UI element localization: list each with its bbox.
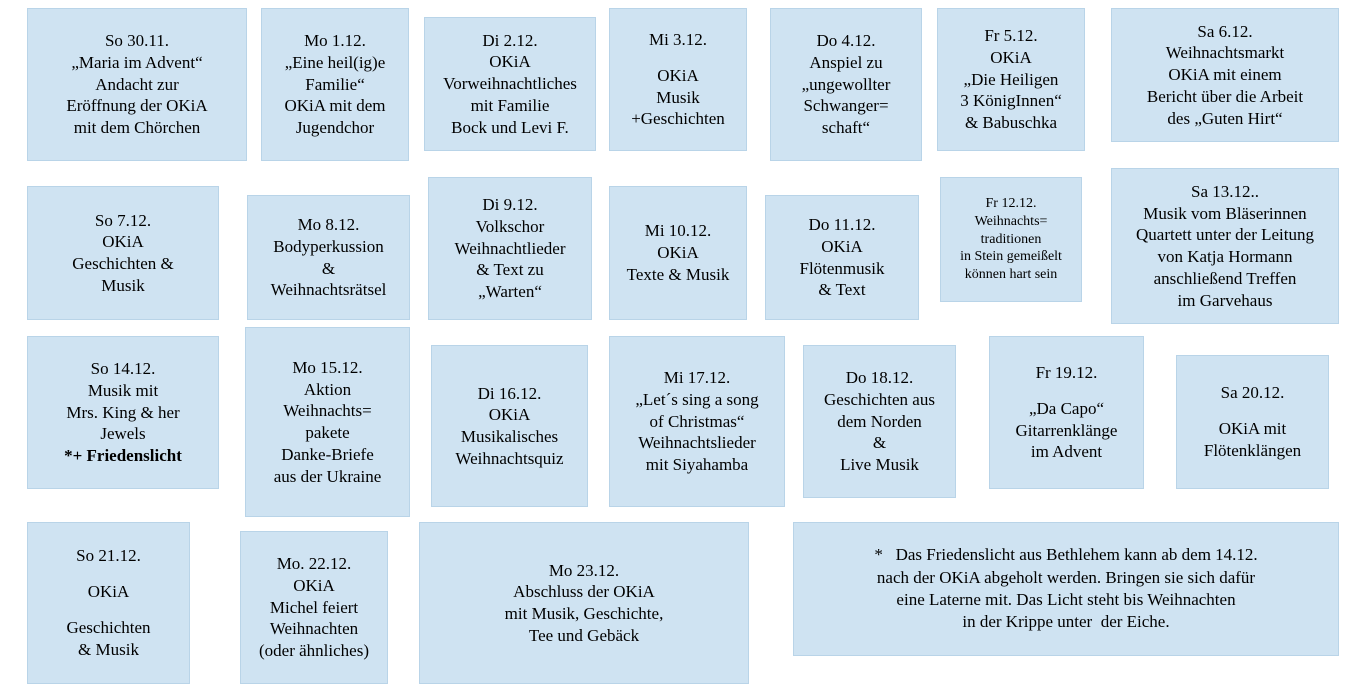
card-mo-15-12 — [245, 327, 410, 517]
card-sa-6-12-line-0: Sa 6.12. — [1197, 21, 1253, 41]
card-so-14-12 — [27, 336, 219, 489]
card-do-18-12-line-1: Geschichten aus — [824, 389, 935, 409]
card-so-21-12-line-0: So 21.12. — [76, 546, 141, 566]
card-mi-17-12-line-1: „Let´s sing a song — [635, 389, 759, 409]
card-fr-19-12-line-4: im Advent — [1030, 442, 1103, 462]
card-so-30-11-line-0: So 30.11. — [104, 31, 170, 51]
card-so-30-11-line-2: Andacht zur — [95, 74, 179, 94]
footnote-friedenslicht-line-1: nach der OKiA abgeholt werden. Bringen sie sich dafür — [876, 567, 1256, 587]
card-fr-19-12 — [989, 336, 1144, 489]
card-di-2-12 — [424, 17, 596, 151]
card-fr-12-12-line-2: traditionen — [980, 231, 1042, 247]
card-mo-1-12 — [261, 8, 409, 161]
card-do-4-12-line-2: „ungewollter — [801, 74, 891, 94]
card-di-2-12-line-4: Bock und Levi F. — [451, 117, 569, 137]
card-fr-5-12-line-1: OKiA — [990, 47, 1032, 67]
card-di-16-12-line-3: Weihnachtsquiz — [455, 448, 564, 468]
card-sa-13-12-line-2: Quartett unter der Leitung — [1136, 225, 1314, 245]
card-so-14-12-line-4: *+ Friedenslicht — [64, 446, 182, 466]
card-so-21-12-line-2: OKiA — [87, 582, 130, 602]
card-fr-19-12-line-0: Fr 19.12. — [1035, 362, 1098, 382]
footnote-friedenslicht-line-3: in der Krippe unter der Eiche. — [962, 612, 1170, 632]
card-mi-10-12-line-2: Texte & Musik — [626, 264, 730, 284]
card-so-30-11-line-4: mit dem Chörchen — [73, 118, 201, 138]
card-mo-8-12-line-3: Weihnachtsrätsel — [270, 280, 387, 300]
card-mo-8-12-line-2: & — [321, 258, 336, 278]
card-di-2-12-line-3: mit Familie — [470, 95, 550, 115]
card-sa-6-12-line-1: Weihnachtsmarkt — [1165, 43, 1285, 63]
card-so-7-12-line-0: So 7.12. — [94, 210, 152, 230]
card-so-30-11-line-3: Eröffnung der OKiA — [66, 96, 208, 116]
card-do-11-12 — [765, 195, 919, 320]
card-mo-22-12-line-3: Weihnachten — [269, 619, 359, 639]
card-fr-19-12-line-2: „Da Capo“ — [1028, 398, 1105, 418]
card-sa-13-12-line-3: von Katja Hormann — [1157, 247, 1293, 266]
card-di-16-12-line-0: Di 16.12. — [477, 383, 542, 403]
card-so-7-12-line-1: OKiA — [102, 232, 144, 252]
card-fr-12-12 — [940, 177, 1082, 302]
card-mo-1-12-line-1: „Eine heil(ig)e — [284, 52, 386, 72]
card-do-18-12-line-4: Live Musik — [840, 455, 919, 475]
card-fr-5-12-line-2: „Die Heiligen — [963, 69, 1059, 89]
card-sa-20-12 — [1176, 355, 1329, 489]
card-sa-20-12-line-2: OKiA mit — [1218, 419, 1287, 439]
card-so-14-12-line-3: Jewels — [100, 424, 146, 444]
card-do-11-12-line-2: Flötenmusik — [799, 258, 885, 278]
card-so-21-12-line-5: & Musik — [78, 640, 139, 660]
card-mi-17-12-line-4: mit Siyahamba — [645, 455, 749, 475]
card-di-2-12-line-1: OKiA — [489, 52, 531, 72]
card-fr-5-12-line-3: 3 KönigInnen“ — [960, 91, 1062, 111]
card-di-9-12-line-4: „Warten“ — [478, 282, 542, 302]
card-fr-12-12-line-0: Fr 12.12. — [985, 195, 1037, 211]
card-di-9-12-line-0: Di 9.12. — [482, 195, 538, 215]
card-mi-3-12-line-2: OKiA — [657, 65, 699, 85]
card-sa-6-12-line-3: Bericht über die Arbeit — [1146, 86, 1304, 106]
card-do-4-12-line-3: Schwanger= — [803, 96, 889, 116]
card-sa-13-12-line-1: Musik vom Bläserinnen — [1143, 203, 1307, 223]
card-fr-5-12-line-4: & Babuschka — [964, 113, 1058, 133]
card-mo-22-12-line-0: Mo. 22.12. — [276, 554, 352, 574]
card-mo-8-12-line-1: Bodyperkussion — [273, 236, 384, 256]
card-mi-3-12-line-3: Musik — [656, 87, 700, 107]
card-mi-3-12-line-4: +Geschichten — [631, 109, 725, 129]
card-fr-5-12-line-0: Fr 5.12. — [984, 26, 1038, 46]
card-mo-8-12 — [247, 195, 410, 320]
card-do-4-12 — [770, 8, 922, 161]
card-so-7-12-line-2: Geschichten & — [72, 254, 174, 273]
card-mo-23-12-line-0: Mo 23.12. — [548, 560, 620, 580]
card-di-2-12-line-0: Di 2.12. — [482, 30, 538, 50]
card-mo-15-12-line-4: Danke-Briefe — [281, 444, 374, 464]
card-mi-3-12 — [609, 8, 747, 151]
footnote-friedenslicht-line-0: * Das Friedenslicht aus Bethlehem kann ab dem 14.12. — [874, 545, 1258, 565]
footnote-friedenslicht-line-2: eine Laterne mit. Das Licht steht bis Weihnachten — [896, 590, 1236, 609]
card-mi-10-12-line-0: Mi 10.12. — [644, 221, 712, 241]
card-mo-23-12-line-1: Abschluss der OKiA — [513, 582, 655, 602]
card-mo-15-12-line-2: Weihnachts= — [283, 401, 372, 421]
card-mo-22-12-line-4: (oder ähnliches) — [259, 641, 369, 661]
card-mi-17-12-line-2: of Christmas“ — [649, 411, 745, 431]
card-mi-10-12-line-1: OKiA — [657, 243, 699, 263]
card-mi-17-12 — [609, 336, 785, 507]
card-do-18-12 — [803, 345, 956, 498]
card-do-18-12-line-3: & — [872, 433, 887, 453]
card-sa-13-12-line-0: Sa 13.12.. — [1191, 181, 1259, 201]
card-fr-12-12-line-4: können hart sein — [964, 267, 1058, 283]
card-do-18-12-line-0: Do 18.12. — [845, 368, 914, 388]
card-mo-22-12 — [240, 531, 388, 684]
card-do-18-12-line-2: dem Norden — [837, 411, 922, 431]
card-so-30-11-line-1: „Maria im Advent“ — [71, 52, 203, 72]
card-sa-20-12-line-0: Sa 20.12. — [1220, 383, 1285, 403]
card-mi-10-12 — [609, 186, 747, 320]
card-mo-15-12-line-1: Aktion — [303, 379, 352, 399]
card-mo-1-12-line-0: Mo 1.12. — [304, 31, 366, 51]
card-fr-12-12-line-1: Weihnachts= — [974, 213, 1048, 229]
card-di-16-12 — [431, 345, 588, 507]
card-so-14-12-line-2: Mrs. King & her — [66, 402, 180, 422]
card-sa-13-12 — [1111, 168, 1339, 324]
card-mo-15-12-line-0: Mo 15.12. — [292, 357, 363, 377]
card-mi-17-12-line-3: Weihnachtslieder — [638, 433, 756, 453]
card-so-14-12-line-0: So 14.12. — [90, 359, 156, 379]
card-mo-15-12-line-3: pakete — [305, 423, 350, 442]
card-so-14-12-line-1: Musik mit — [87, 380, 159, 400]
card-do-11-12-line-1: OKiA — [821, 236, 863, 256]
card-mo-8-12-line-0: Mo 8.12. — [297, 215, 360, 234]
card-mo-22-12-line-1: OKiA — [293, 575, 335, 595]
footnote-friedenslicht — [793, 522, 1339, 656]
card-mo-22-12-line-2: Michel feiert — [269, 597, 359, 617]
card-di-9-12-line-2: Weihnachtlieder — [454, 238, 566, 258]
card-do-4-12-line-4: schaft“ — [821, 118, 871, 138]
card-di-9-12 — [428, 177, 592, 320]
card-sa-6-12 — [1111, 8, 1339, 142]
card-sa-13-12-line-4: anschließend Treffen — [1153, 268, 1297, 288]
card-mo-15-12-line-5: aus der Ukraine — [273, 466, 382, 486]
card-fr-12-12-line-3: in Stein gemeißelt — [960, 249, 1062, 265]
card-mo-23-12-line-3: Tee und Gebäck — [528, 625, 640, 645]
card-fr-5-12 — [937, 8, 1085, 151]
card-sa-20-12-line-3: Flötenklängen — [1203, 441, 1302, 461]
card-do-11-12-line-3: & Text — [818, 280, 866, 300]
card-mo-23-12-line-2: mit Musik, Geschichte, — [504, 604, 664, 623]
card-mo-1-12-line-3: OKiA mit dem — [284, 96, 386, 116]
card-mo-1-12-line-4: Jugendchor — [295, 118, 375, 138]
card-do-4-12-line-0: Do 4.12. — [816, 31, 876, 51]
card-mo-23-12 — [419, 522, 749, 684]
card-do-4-12-line-1: Anspiel zu — [809, 52, 883, 72]
card-di-2-12-line-2: Vorweihnachtliches — [443, 74, 577, 94]
card-do-11-12-line-0: Do 11.12. — [808, 215, 876, 234]
card-sa-6-12-line-2: OKiA mit einem — [1168, 65, 1282, 85]
card-mi-17-12-line-0: Mi 17.12. — [663, 368, 731, 388]
card-so-21-12-line-4: Geschichten — [66, 618, 151, 638]
card-di-9-12-line-1: Volkschor — [475, 216, 545, 236]
card-di-16-12-line-1: OKiA — [488, 405, 531, 425]
card-di-16-12-line-2: Musikalisches — [460, 427, 559, 446]
card-mi-3-12-line-0: Mi 3.12. — [648, 29, 708, 49]
card-di-9-12-line-3: & Text zu — [476, 260, 544, 280]
card-so-7-12-line-3: Musik — [101, 275, 145, 295]
card-so-30-11 — [27, 8, 247, 161]
card-fr-19-12-line-3: Gitarrenklänge — [1015, 420, 1118, 440]
card-mo-1-12-line-2: Familie“ — [305, 74, 365, 94]
card-sa-6-12-line-4: des „Guten Hirt“ — [1167, 108, 1283, 128]
card-so-21-12 — [27, 522, 190, 684]
card-so-7-12 — [27, 186, 219, 320]
card-sa-13-12-line-5: im Garvehaus — [1177, 290, 1273, 310]
